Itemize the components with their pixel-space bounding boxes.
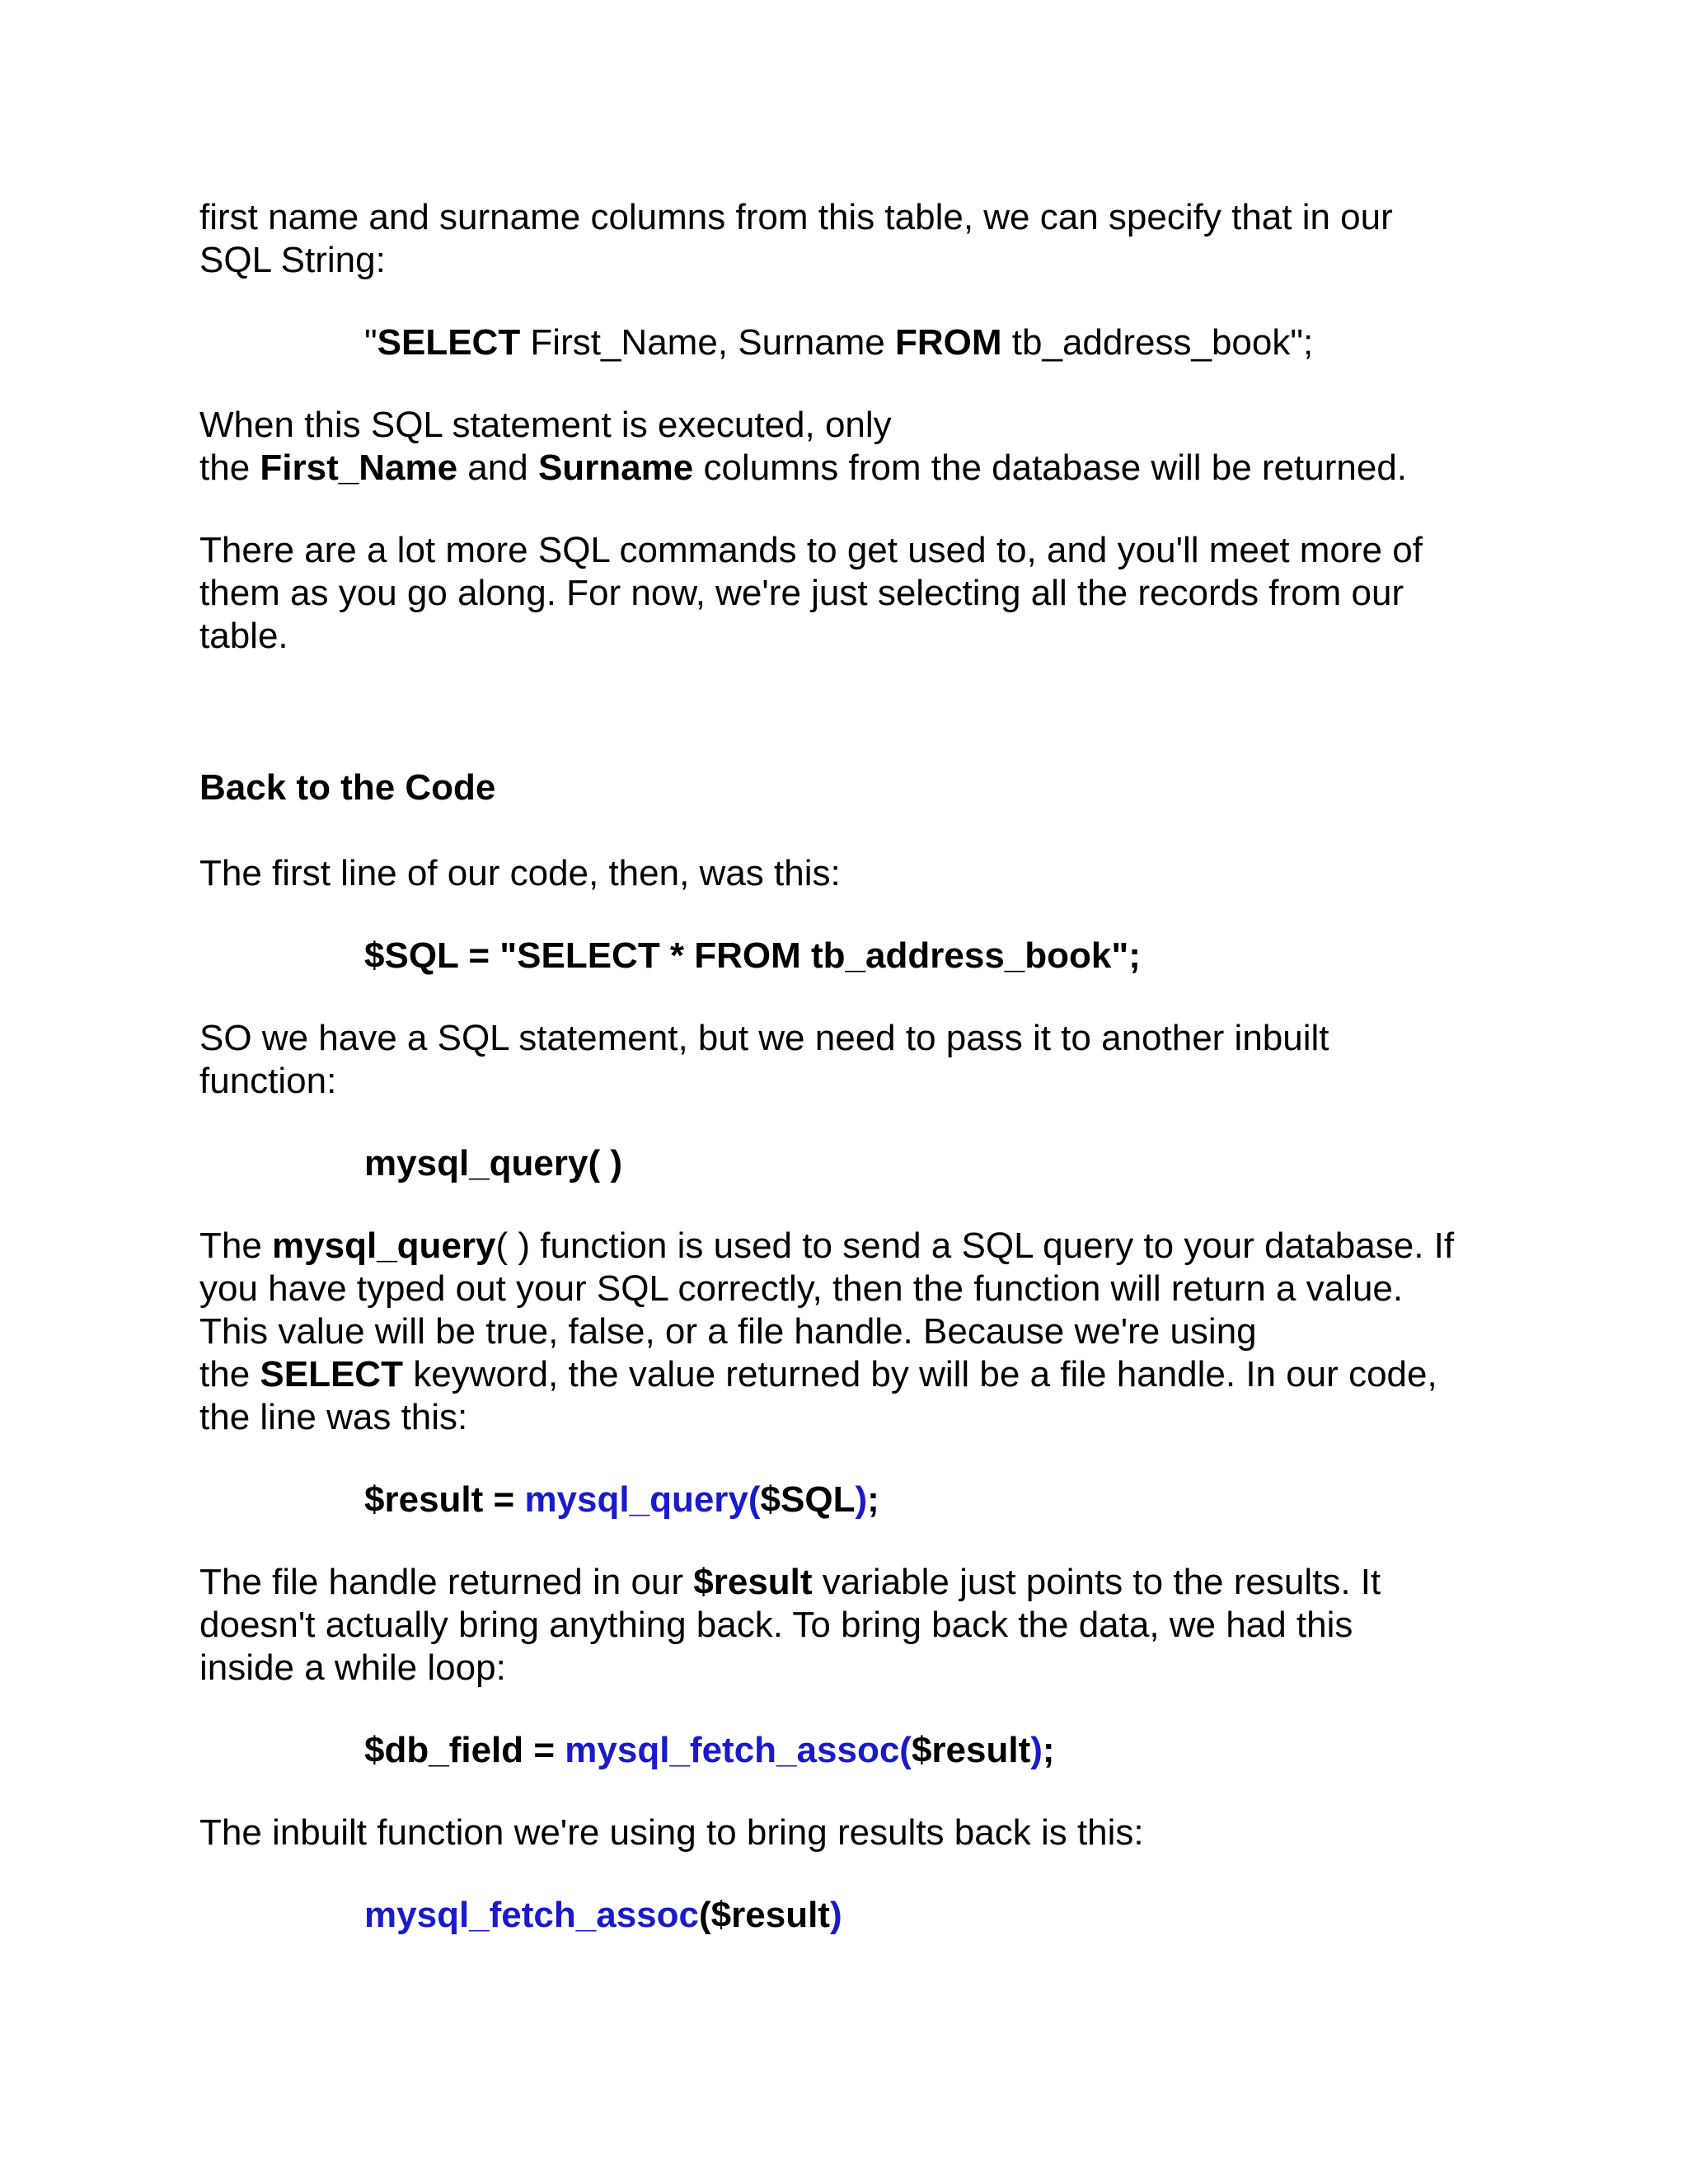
code-text: "	[364, 322, 377, 363]
function-paren: )	[855, 1479, 868, 1520]
text-span: keyword, the value returned by will be a file handle. In our code,	[402, 1354, 1437, 1394]
text-line: them as you go along. For now, we're just selecting all the records from our	[199, 573, 1404, 613]
code-text: $SQL	[760, 1479, 856, 1520]
sql-keyword-from: FROM	[895, 322, 1002, 363]
bold-term: mysql_query	[272, 1226, 496, 1266]
function-name: mysql_query(	[524, 1479, 761, 1520]
code-text: tb_address_book";	[1001, 322, 1314, 363]
bold-term: SELECT	[260, 1354, 403, 1394]
code-text: $db_field =	[364, 1730, 565, 1770]
text-span: the	[199, 1354, 260, 1394]
text-span: The	[199, 1226, 273, 1266]
text-line	[199, 1225, 1518, 1268]
text-span: variable just points to the results. It	[812, 1562, 1381, 1602]
code-text: ;	[867, 1479, 879, 1520]
text-line	[199, 447, 1518, 490]
paragraph-file-handle	[199, 1561, 1518, 1690]
text-line	[199, 1353, 1518, 1396]
section-heading: Back to the Code	[199, 767, 496, 808]
text-span: the	[199, 448, 260, 488]
function-name: mysql_fetch_assoc	[364, 1895, 699, 1935]
code-result-assignment	[199, 1479, 1518, 1521]
text-line: table.	[199, 616, 288, 656]
text-span: columns from the database will be returned.	[693, 448, 1408, 488]
text-span: and	[457, 448, 538, 488]
text-line: the line was this:	[199, 1397, 468, 1437]
paragraph-inbuilt-function: The inbuilt function we're using to bring results back is this:	[199, 1812, 1144, 1853]
code-text: ;	[1042, 1730, 1055, 1770]
text-line: When this SQL statement is executed, only	[199, 405, 892, 445]
code-select-columns	[199, 321, 1518, 364]
text-line: you have typed out your SQL correctly, then the function will return a value.	[199, 1268, 1404, 1309]
text-line	[199, 1561, 1518, 1604]
text-line: function:	[199, 1061, 337, 1101]
text-line: This value will be true, false, or a file handle. Because we're using	[199, 1311, 1257, 1352]
function-paren: )	[829, 1895, 842, 1935]
sql-keyword-select: SELECT	[377, 322, 521, 363]
paragraph-mysql-query-explained	[199, 1225, 1518, 1439]
code-text: $result	[911, 1730, 1031, 1770]
paragraph-intro	[199, 196, 1518, 282]
function-name: mysql_fetch_assoc(	[565, 1730, 912, 1770]
code-db-field-assignment	[199, 1729, 1518, 1772]
code-mysql-query: mysql_query( )	[364, 1143, 622, 1183]
code-text: First_Name, Surname	[520, 322, 896, 363]
code-fetch-assoc	[199, 1894, 1518, 1937]
text-line: doesn't actually bring anything back. To bring back the data, we had this	[199, 1605, 1353, 1645]
code-text: ($result	[699, 1895, 830, 1935]
text-span: The file handle returned in our	[199, 1562, 694, 1602]
bold-term: Surname	[537, 448, 694, 488]
paragraph-pass-statement	[199, 1017, 1518, 1103]
code-text: $result =	[364, 1479, 525, 1520]
text-line: SQL String:	[199, 240, 386, 280]
text-line: first name and surname columns from this table, we can specify that in our	[199, 197, 1393, 237]
function-paren: )	[1030, 1730, 1043, 1770]
document-body	[199, 196, 1518, 1976]
paragraph-more-commands	[199, 529, 1518, 658]
bold-term: First_Name	[260, 448, 458, 488]
paragraph-columns-returned	[199, 404, 1518, 490]
code-sql-assignment: $SQL = "SELECT * FROM tb_address_book";	[364, 935, 1141, 976]
paragraph-first-line: The first line of our code, then, was this:	[199, 853, 841, 893]
text-line: There are a lot more SQL commands to get used to, and you'll meet more of	[199, 530, 1423, 570]
bold-term: $result	[693, 1562, 813, 1602]
text-span: ( ) function is used to send a SQL query to your database. If	[495, 1226, 1455, 1266]
text-line: inside a while loop:	[199, 1647, 506, 1688]
text-line: SO we have a SQL statement, but we need to pass it to another inbuilt	[199, 1018, 1329, 1058]
